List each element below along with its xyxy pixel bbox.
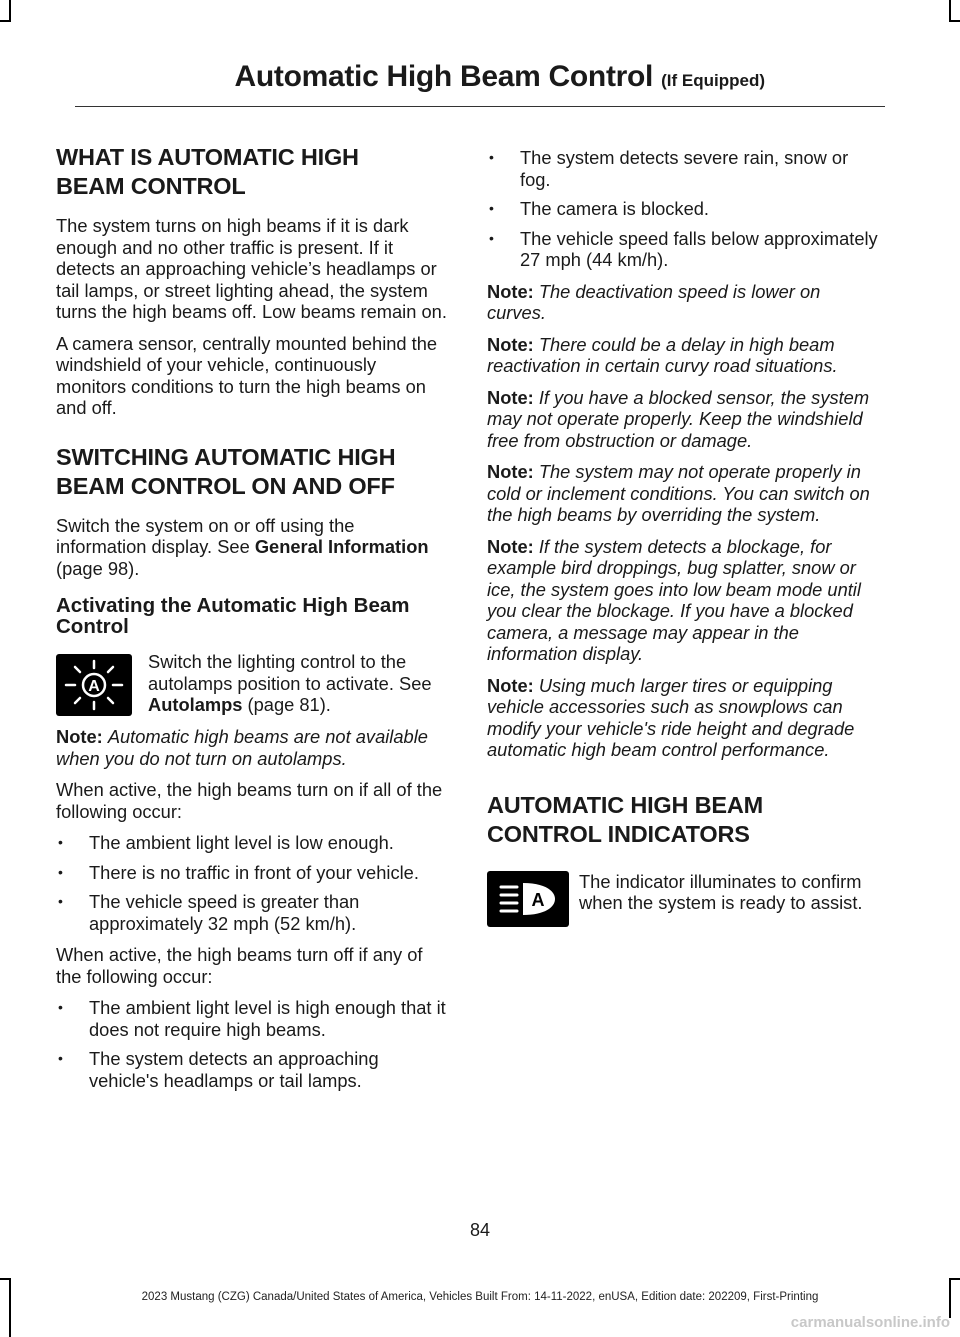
crop-mark xyxy=(0,1278,11,1280)
intro-paragraph: The system turns on high beams if it is dark enough and no other traffic is present. If it detects an approaching vehicle’s headlamps or tail lamps, or street lighting ahead, the system turns the high beams off. Low beams remain on. xyxy=(56,215,447,322)
note-cold-conditions: Note: The system may not operate properly in cold or inclement conditions. You can switch on the high beams by overriding the system. xyxy=(487,461,870,525)
autolamps-instruction-text: Switch the lighting control to the autolamps position to activate. See Autolamps (page 81). xyxy=(148,651,432,715)
list-item: • The vehicle speed is greater than approximately 32 mph (52 km/h). xyxy=(56,891,448,934)
camera-paragraph: A camera sensor, centrally mounted behind the windshield of your vehicle, continuously monitors conditions to turn the high beams on and off. xyxy=(56,332,438,418)
note-reactivation-delay: Note: There could be a delay in high beam reactivation in certain curvy road situations. xyxy=(487,333,838,376)
on-conditions-paragraph: When active, the high beams turn on if all of the following occur: xyxy=(56,779,443,822)
list-item: • The ambient light level is high enough that it does not require high beams. xyxy=(56,997,448,1040)
heading-what-is: WHAT IS AUTOMATIC HIGH BEAM CONTROL xyxy=(56,144,359,199)
svg-text:A: A xyxy=(531,889,545,910)
heading-indicators: AUTOMATIC HIGH BEAM CONTROL INDICATORS xyxy=(487,791,764,847)
off-conditions-list-continued xyxy=(487,147,879,271)
page-number: 84 xyxy=(469,1220,491,1240)
crop-mark xyxy=(949,0,951,22)
crop-mark xyxy=(949,1278,960,1280)
crop-mark xyxy=(9,1278,11,1337)
list-item: • The vehicle speed falls below approximately 27 mph (44 km/h). xyxy=(487,228,879,271)
left-column xyxy=(56,143,448,1101)
page-header-title xyxy=(234,60,765,94)
header-title-suffix: (If Equipped) xyxy=(661,71,765,90)
watermark: carmanualsonline.info xyxy=(790,1314,950,1331)
note-deactivation-speed: Note: The deactivation speed is lower on curves. xyxy=(487,280,821,323)
off-conditions-list xyxy=(56,997,448,1091)
list-item: • The system detects an approaching vehicle's headlamps or tail lamps. xyxy=(56,1048,448,1091)
crop-mark xyxy=(949,20,960,22)
indicator-text: The indicator illuminates to confirm when the system is ready to assist. xyxy=(579,870,863,913)
list-item: • The camera is blocked. xyxy=(487,198,879,220)
autolamps-icon xyxy=(56,654,132,716)
autolamps-instruction xyxy=(56,651,448,716)
header-title-main: Automatic High Beam Control xyxy=(234,60,654,93)
note-blocked-sensor: Note: If you have a blocked sensor, the system may not operate properly. Keep the windshield free from obstruction or damage. xyxy=(487,386,870,451)
auto-high-beam-indicator-icon xyxy=(487,871,569,927)
note-blockage: Note: If the system detects a blockage, for example bird droppings, bug splatter, snow or ice, the system goes into low beam mode until you clear the blockage. If you have a blocked camera, a message may appear in the information display. xyxy=(487,535,861,664)
general-information-link[interactable]: General Information xyxy=(254,536,429,557)
autolamps-link[interactable]: Autolamps xyxy=(148,694,243,715)
note-larger-tires: Note: Using much larger tires or equipping vehicle accessories such as snowplows can modify your vehicle's ride height and degrade automatic high beam control performance. xyxy=(487,674,855,760)
indicator-description xyxy=(487,871,879,927)
svg-text:A: A xyxy=(88,678,100,695)
heading-activating: Activating the Automatic High Beam Control xyxy=(56,594,410,638)
right-column xyxy=(487,147,879,937)
crop-mark xyxy=(0,20,11,22)
off-conditions-paragraph: When active, the high beams turn off if any of the following occur: xyxy=(56,944,423,987)
switch-paragraph: Switch the system on or off using the information display. See General Information (page 98). xyxy=(56,514,429,579)
header-divider xyxy=(75,106,885,107)
on-conditions-list xyxy=(56,832,448,934)
note-autolamps: Note: Automatic high beams are not available when you do not turn on autolamps. xyxy=(56,726,428,769)
list-item: • The system detects severe rain, snow or fog. xyxy=(487,147,879,190)
heading-switching: SWITCHING AUTOMATIC HIGH BEAM CONTROL ON AND OFF xyxy=(56,443,396,499)
edition-footer: 2023 Mustang (CZG) Canada/United States of America, Vehicles Built From: 14-11-2022, enUSA, Edition date: 202209, First-Printing xyxy=(141,1291,819,1303)
list-item: • The ambient light level is low enough. xyxy=(56,832,448,854)
crop-mark xyxy=(9,0,11,22)
list-item: • There is no traffic in front of your vehicle. xyxy=(56,862,448,884)
